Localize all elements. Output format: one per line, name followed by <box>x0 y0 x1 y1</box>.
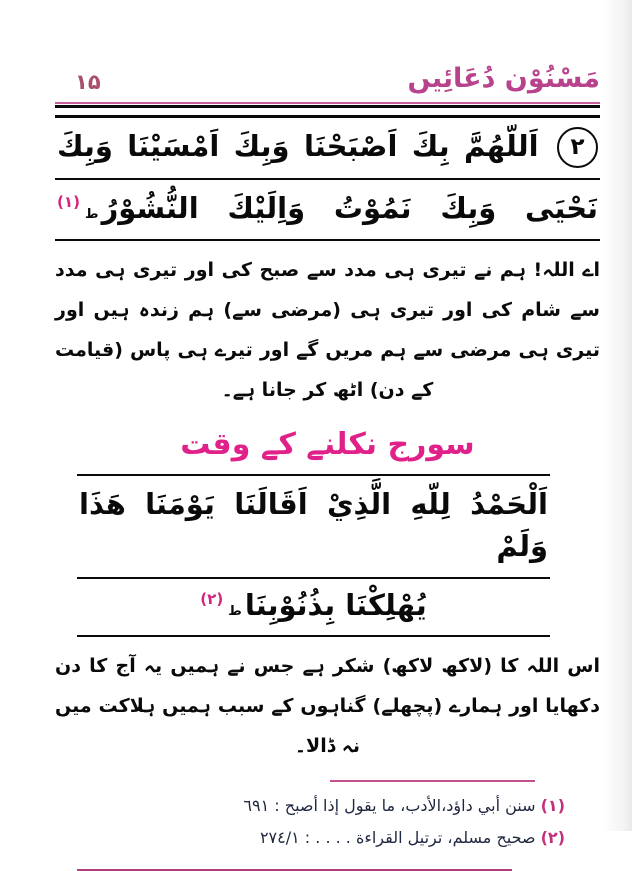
footnote-ref-1: (۱) <box>57 193 81 212</box>
dua-2-arabic-text-1: اَلْحَمْدُ لِلّهِ الَّذِيْ اَقَالَنَا يَوْمَنَا هَذَا وَلَمْ <box>79 486 548 563</box>
footnote-1-text: سنن أبي داؤد،الأدب، ما يقول إذا أصبح : ٦٩١ <box>243 796 536 816</box>
footnote-1-marker: (۱) <box>540 796 565 816</box>
page-number: ۱۵ <box>75 70 101 94</box>
footnote-2 <box>55 822 565 853</box>
dua-2-arabic-line-1 <box>77 476 550 579</box>
dua-1-arabic-text-2: نَحْيَى وَبِكَ نَمُوْتُ وَاِلَيْكَ النُّشُوْرُ <box>101 191 598 225</box>
dua-2-arabic-text-2: يُهْلِكْنَا بِذُنُوْبِنَا <box>244 587 427 622</box>
page-header <box>55 50 600 96</box>
footnotes <box>55 790 600 852</box>
footnote-ref-2: (۲) <box>200 590 224 609</box>
dua-2-arabic-block <box>77 474 550 637</box>
header-rule-gap <box>55 108 600 115</box>
book-title: مَسْنُوْن دُعَائِیں <box>407 63 600 95</box>
dua-1-arabic-line-2 <box>55 180 600 241</box>
dua-2-urdu-translation: اس اللہ کا (لاکھ لاکھ) شکر ہے جس نے ہمیں یہ آج کا دن دکھایا اور ہمارے (پچھلے) گناہوں کے سبب ہمیں ہلاکت میں نہ ڈالا۔ <box>55 654 600 757</box>
dua-2-arabic-line-2 <box>77 579 550 637</box>
footnote-2-text: صحيح مسلم، ترتيل القراءة . . . . : ٢٧٤/١ <box>259 827 536 847</box>
dua-1-urdu-translation: اے اللہ! ہم نے تیری ہی مدد سے صبح کی اور تیری ہی مدد سے شام کی اور تیری ہی (مرضی سے) ہم زندہ ہیں اور تیری ہی مرضی سے ہم مریں گے اور تیرے ہی پاس (قیامت کے دن) اٹھ کر جانا ہے۔ <box>55 259 600 401</box>
dua-1-arabic-text-1: اَللّهُمَّ بِكَ اَصْبَحْنَا وَبِكَ اَمْسَيْنَا وَبِكَ <box>57 128 539 163</box>
footnote-1 <box>55 790 565 821</box>
dua-1-arabic-line-1 <box>55 118 600 181</box>
dua-number-badge: ۲ <box>557 127 598 168</box>
waqf-mark: ط <box>228 603 242 619</box>
waqf-mark: ط <box>85 207 99 222</box>
dua-1-arabic-block <box>55 118 600 242</box>
footnote-2-marker: (۲) <box>540 827 565 847</box>
page-content <box>55 50 600 871</box>
header-rule-pink <box>55 102 600 104</box>
page-edge-shadow <box>602 0 632 831</box>
footnote-separator <box>330 780 535 782</box>
section-heading: سورج نکلنے کے وقت <box>180 426 475 462</box>
